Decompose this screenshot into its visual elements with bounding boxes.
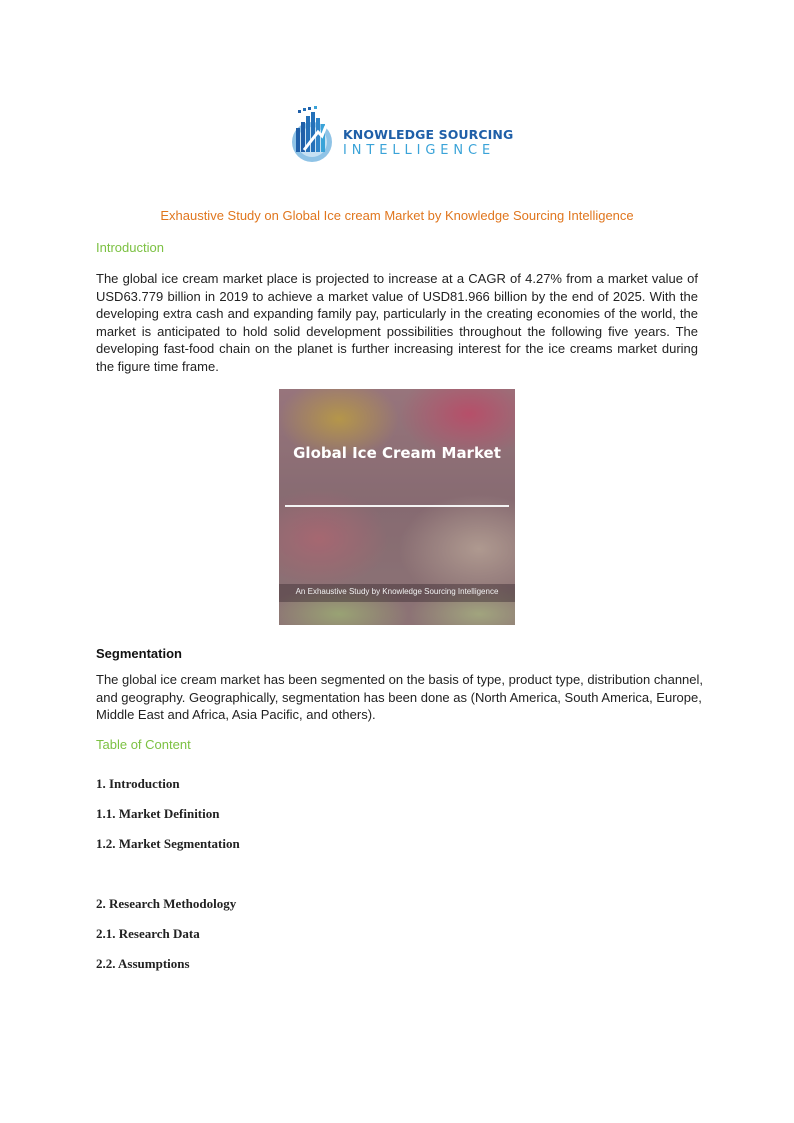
cover-image-subtitle: An Exhaustive Study by Knowledge Sourcing Intelligence <box>295 587 499 596</box>
logo-mark-icon <box>290 106 338 166</box>
cover-image-divider <box>285 505 509 507</box>
toc-item-research-data: 2.1. Research Data <box>96 926 200 941</box>
introduction-paragraph: The global ice cream market place is projected to increase at a CAGR of 4.27% from a market value of USD63.779 billion in 2019 to achieve a market value of USD81.966 billion by the end of 2025. With the developing extra cash and expanding family pay, particularly in the creating economies of the world, the market is anticipated to hold solid development possibilities throughout the following five years. The developing fast-food chain on the planet is further increasing interest for the ice creams market during the figure time frame. <box>96 271 698 374</box>
logo-text-primary: KNOWLEDGE SOURCING <box>343 127 514 142</box>
company-logo <box>290 106 514 166</box>
cover-image-title: Global Ice Cream Market <box>293 444 501 462</box>
toc-item-research-methodology: 2. Research Methodology <box>96 896 237 911</box>
toc-heading: Table of Content <box>96 737 191 752</box>
segmentation-paragraph: The global ice cream market has been segmented on the basis of type, product type, distribution channel, and geography. Geographically, segmentation has been done as (North America, South America, Europe, Middle East and Africa, Asia Pacific, and others). <box>96 672 704 723</box>
toc-item-market-segmentation: 1.2. Market Segmentation <box>96 836 240 851</box>
document-title: Exhaustive Study on Global Ice cream Market by Knowledge Sourcing Intelligence <box>160 208 634 223</box>
cover-image <box>279 389 515 625</box>
introduction-heading: Introduction <box>96 240 164 255</box>
logo-text-secondary: INTELLIGENCE <box>343 143 496 158</box>
segmentation-heading: Segmentation <box>96 646 182 661</box>
toc-item-assumptions: 2.2. Assumptions <box>96 956 190 971</box>
toc-item-market-definition: 1.1. Market Definition <box>96 806 220 821</box>
toc-item-introduction: 1. Introduction <box>96 776 180 791</box>
